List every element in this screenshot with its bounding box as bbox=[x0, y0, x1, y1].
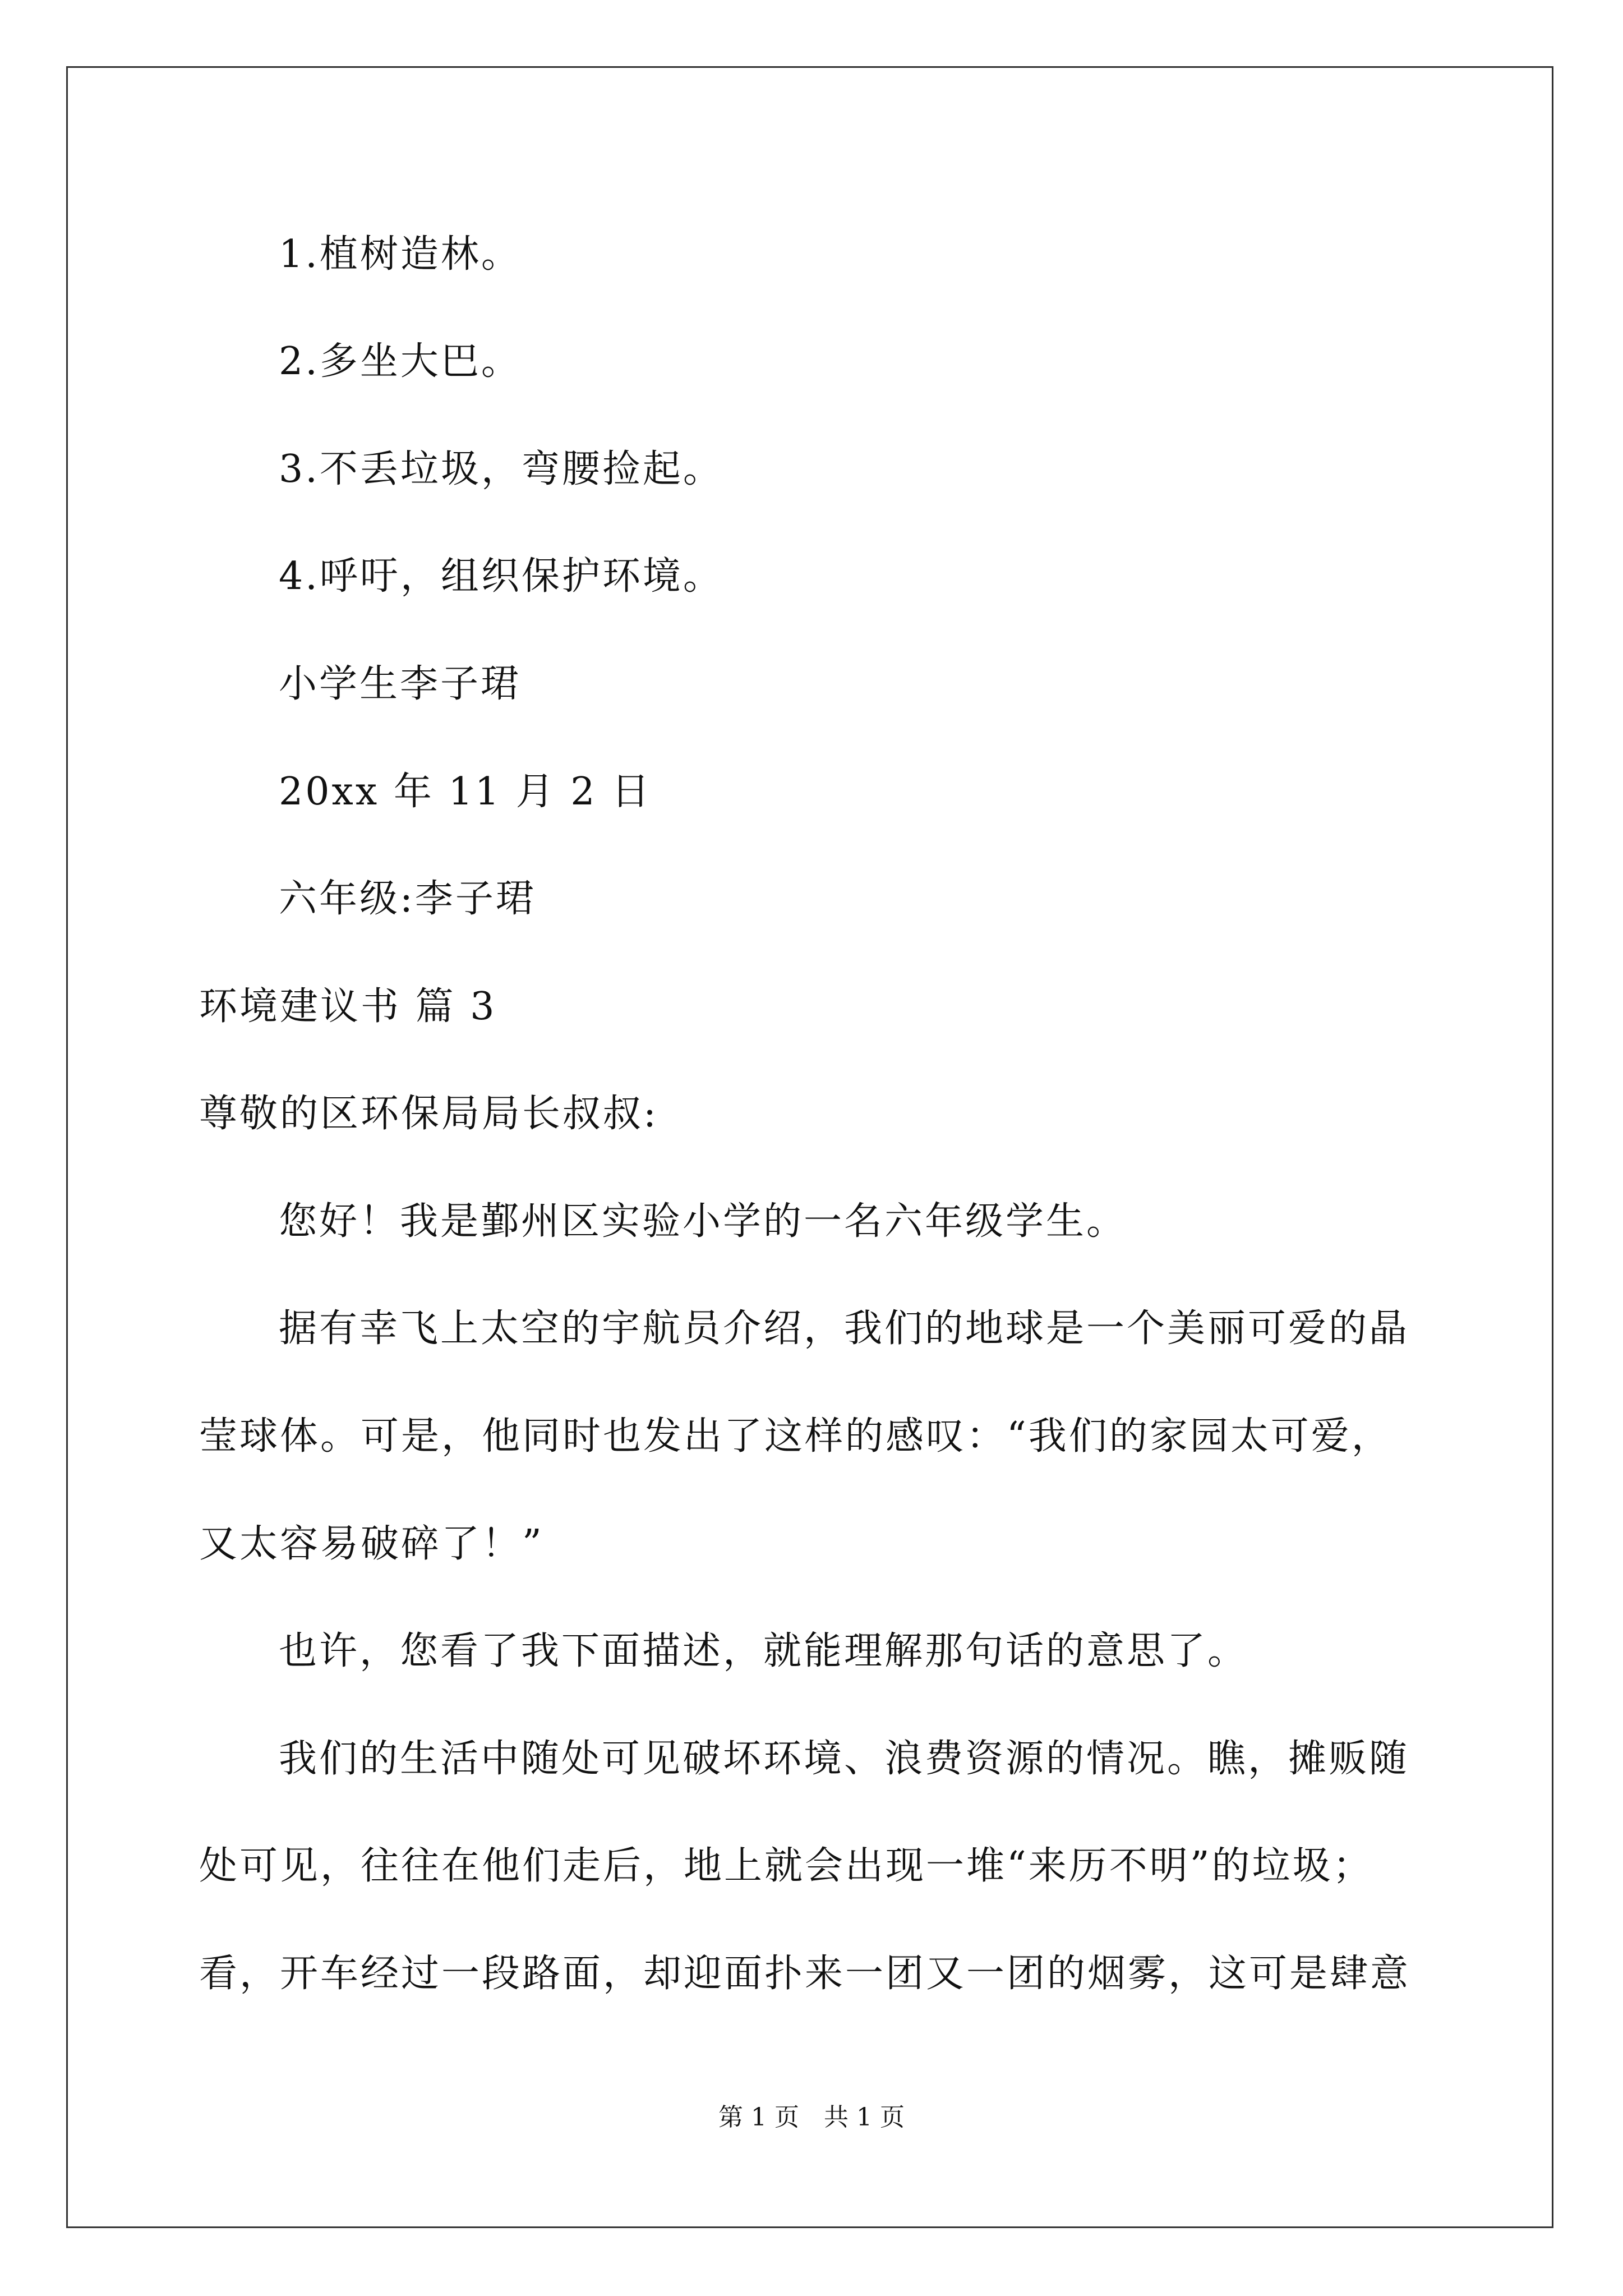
paragraph-line: 莹球体。可是，他同时也发出了这样的感叹：“我们的家园太可爱， bbox=[199, 1414, 1392, 1458]
paragraph-line: 又太容易破碎了！” bbox=[199, 1522, 544, 1566]
paragraph-line: 也许，您看了我下面描述，就能理解那句话的意思了。 bbox=[279, 1629, 1248, 1673]
section-heading: 环境建议书 篇 3 bbox=[199, 984, 497, 1029]
paragraph-line: 看，开车经过一段路面，却迎面扑来一团又一团的烟雾，这可是肆意 bbox=[199, 1952, 1411, 1996]
list-item-4: 4.呼吁，组织保护环境。 bbox=[279, 554, 723, 599]
list-item-1: 1.植树造林。 bbox=[279, 232, 522, 277]
paragraph-greeting: 您好！我是鄞州区实验小学的一名六年级学生。 bbox=[279, 1199, 1127, 1244]
paragraph-line: 我们的生活中随处可见破坏环境、浪费资源的情况。瞧，摊贩随 bbox=[279, 1737, 1410, 1781]
signature-date: 20xx 年 11 月 2 日 bbox=[279, 770, 652, 814]
salutation: 尊敬的区环保局局长叔叔: bbox=[199, 1092, 658, 1136]
page-footer: 第 1 页 共 1 页 bbox=[718, 2103, 905, 2132]
signature-name: 小学生李子珺 bbox=[279, 662, 522, 706]
paragraph-line: 处可见，往往在他们走后，地上就会出现一堆“来历不明”的垃圾； bbox=[199, 1844, 1373, 1888]
page-border bbox=[66, 66, 1553, 2228]
list-item-3: 3.不丢垃圾，弯腰捡起。 bbox=[279, 447, 723, 491]
list-item-2: 2.多坐大巴。 bbox=[279, 339, 522, 384]
signature-grade: 六年级:李子珺 bbox=[279, 877, 536, 921]
paragraph-line: 据有幸飞上太空的宇航员介绍，我们的地球是一个美丽可爱的晶 bbox=[279, 1306, 1410, 1351]
